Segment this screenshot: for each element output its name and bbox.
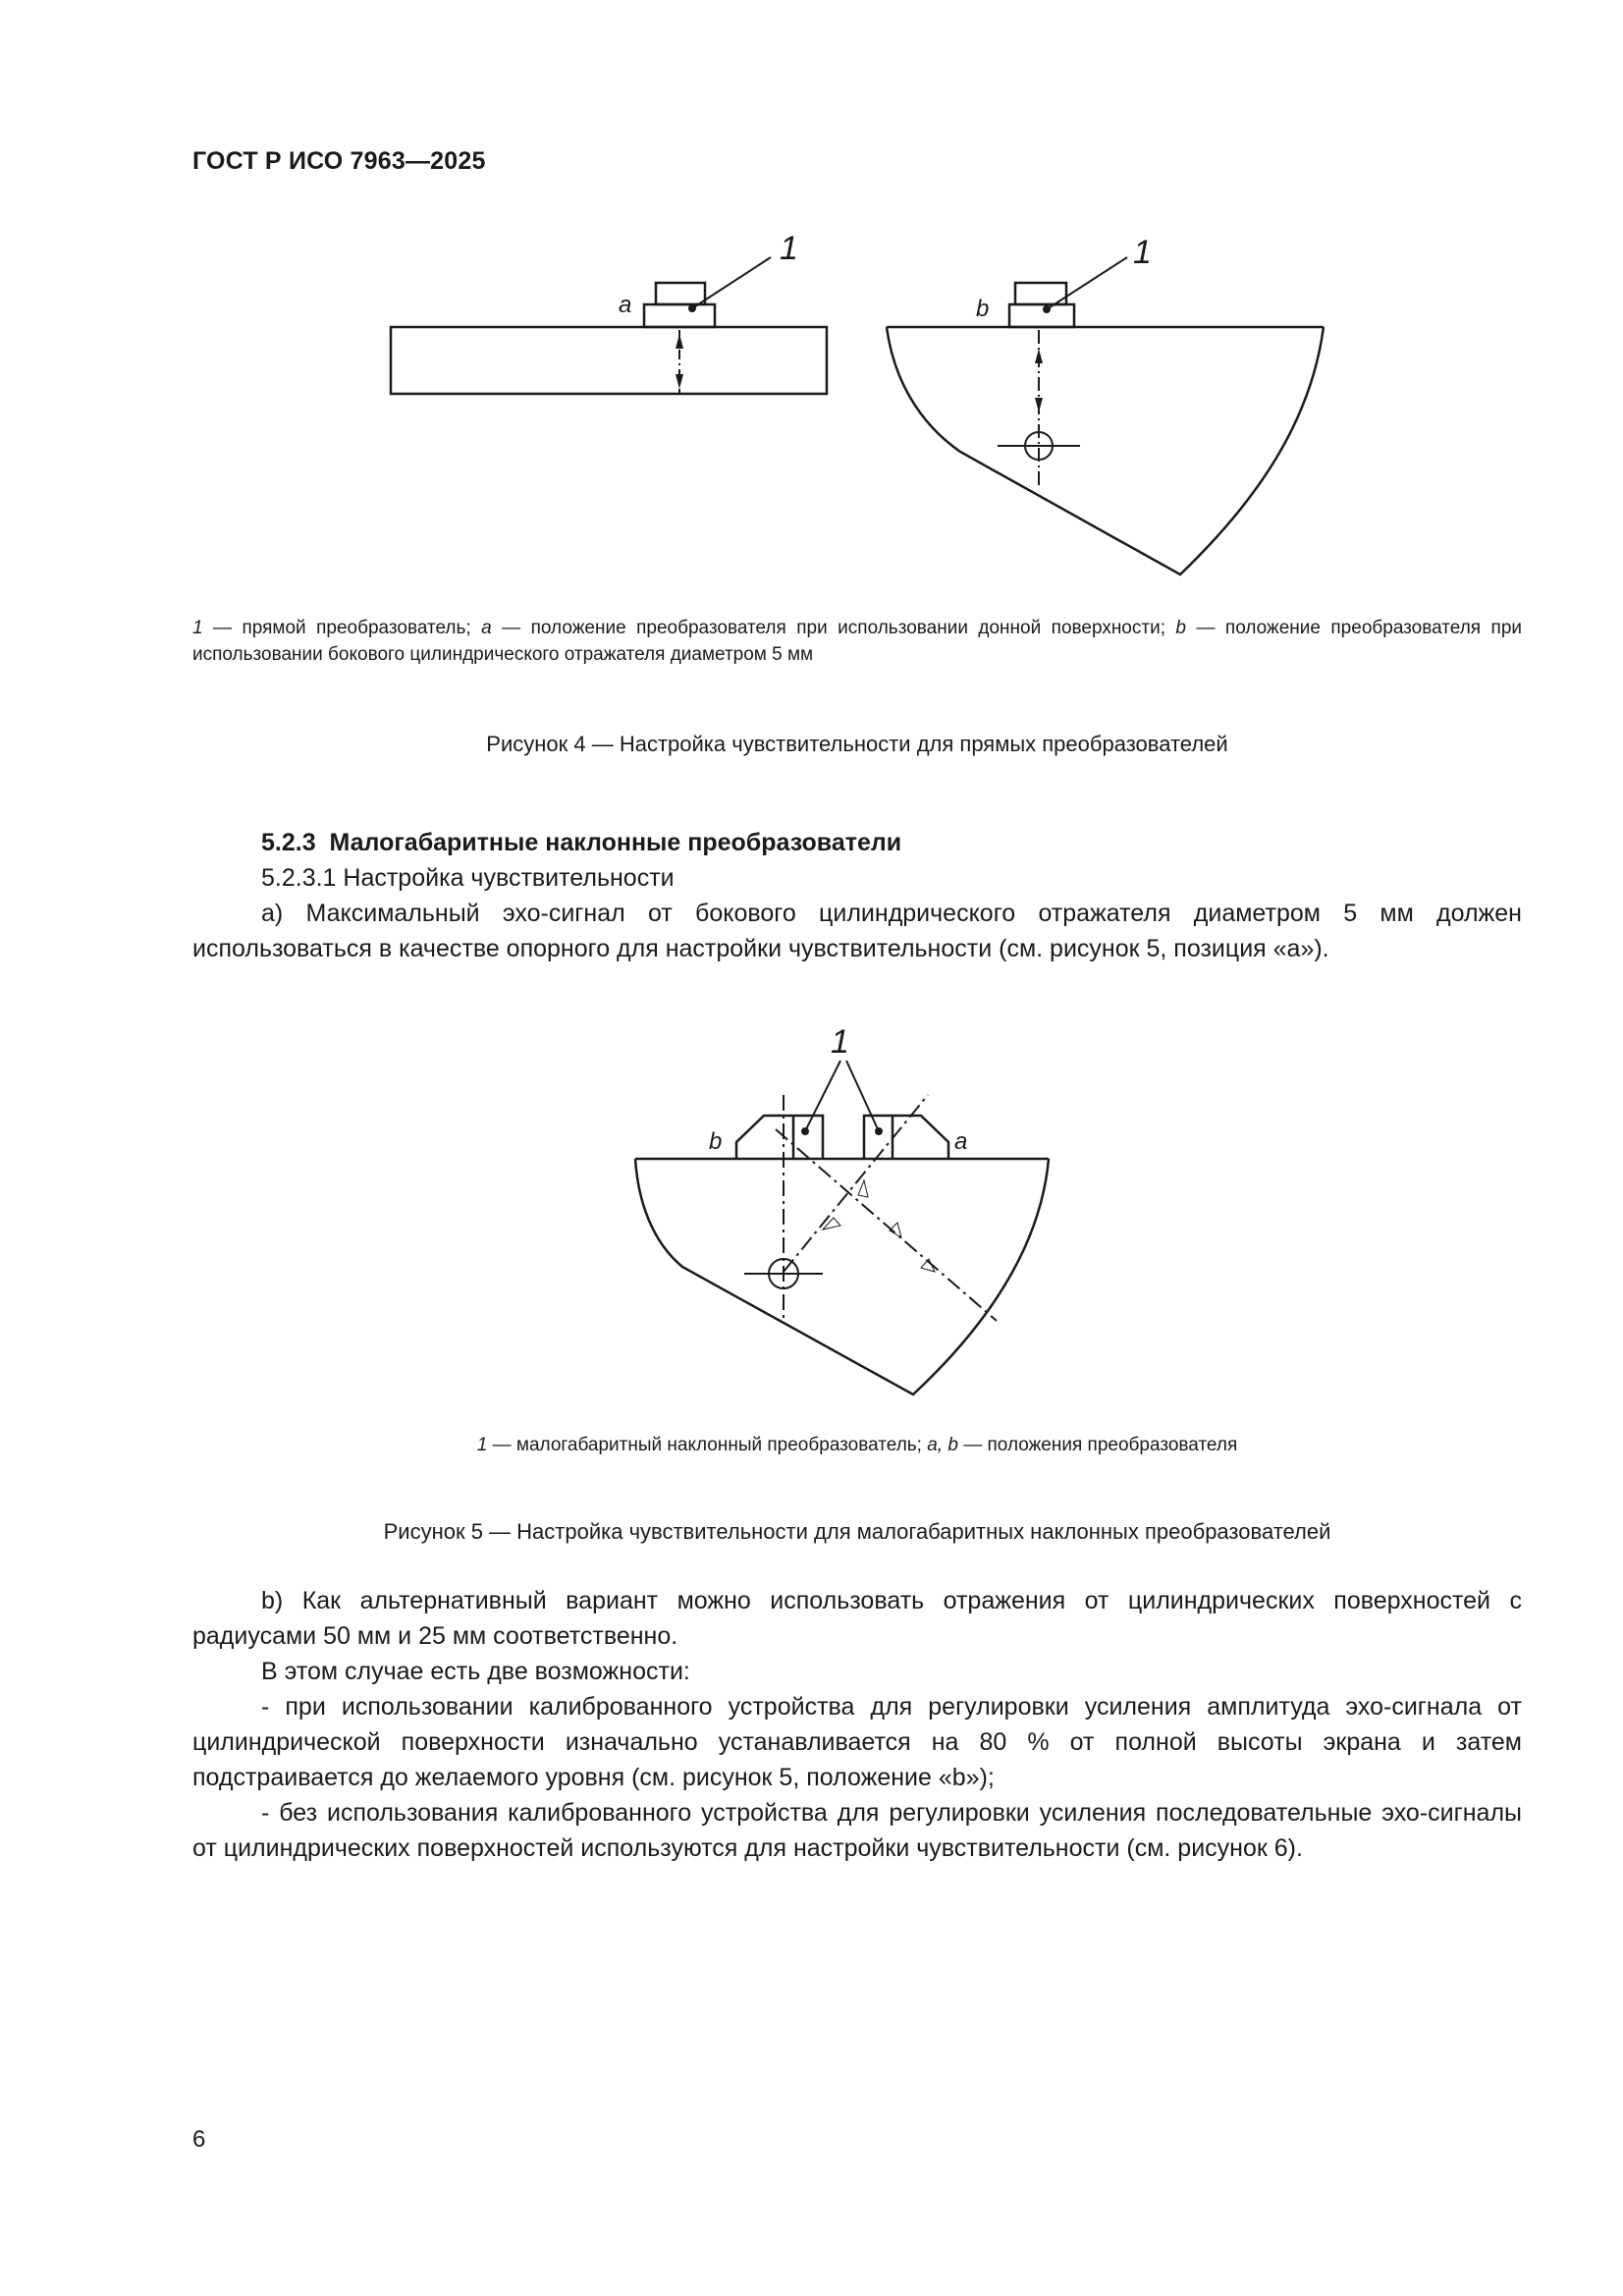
figure-4-legend [192, 615, 1522, 668]
paragraph-a: a) Максимальный эхо-сигнал от бокового цилиндрического отражателя диаметром 5 мм должен использоваться в качестве опорного для настройки чувствительности (см. рисунок 5, позиция «а»). [192, 900, 1522, 962]
figure-4-legend-a: a [481, 618, 492, 638]
figure-4-caption: Рисунок 4 — Настройка чувствительности для прямых преобразователей [486, 732, 1228, 756]
figure-4-right-echo-arrow [1035, 330, 1043, 489]
figure-5-label-a: a [954, 1128, 968, 1155]
figure-4-right-block [887, 283, 1324, 574]
figure-4-left-plate [391, 283, 827, 394]
section-5-2-3 [192, 825, 1522, 966]
figure-5-side-drilled-hole [744, 1259, 823, 1288]
figure-5-legend-part1: — малогабаритный наклонный преобразователь; [487, 1435, 928, 1455]
figure-4-label-1-right: 1 [1133, 234, 1152, 271]
paragraph-two-options: В этом случае есть две возможности: [261, 1658, 690, 1685]
section-heading-num: 5.2.3 [261, 829, 316, 856]
figure-5-legend-ab: a, b [927, 1435, 958, 1455]
figure-4-legend-part2: — положение преобразователя при использовании донной поверхности; [491, 618, 1176, 638]
section-heading [192, 825, 1522, 860]
figure-5-label-1: 1 [831, 1023, 849, 1061]
page-number: 6 [192, 2126, 206, 2153]
figure-5-label-b: b [709, 1128, 723, 1155]
figure-4-label-a: a [619, 292, 632, 318]
section-heading-text: Малогабаритные наклонные преобразователи [329, 829, 902, 856]
figure-5-leaders [805, 1061, 879, 1131]
figure-4-label-b: b [976, 296, 990, 322]
figure-4-legend-b: b [1175, 618, 1186, 638]
figure-4-drawing [0, 0, 1623, 668]
figure-5-caption: Рисунок 5 — Настройка чувствительности для малогабаритных наклонных преобразователей [383, 1519, 1331, 1544]
figure-5-drawing [0, 1002, 1623, 1434]
paragraph-b: b) Как альтернативный вариант можно использовать отражения от цилиндрических поверхностей с радиусами 50 мм и 25 мм соответственно. [192, 1587, 1522, 1650]
figure-4-label-1-left: 1 [780, 230, 798, 267]
section-subheading: 5.2.3.1 Настройка чувствительности [261, 864, 675, 892]
figure-5-legend-part2: — положения преобразователя [957, 1435, 1238, 1455]
figure-4-legend-part1: — прямой преобразователь; [202, 618, 482, 638]
document-header: ГОСТ Р ИСО 7963—2025 [192, 147, 486, 175]
list-item-1: - при использовании калиброванного устройства для регулировки усиления амплитуда эхо-сигнала от цилиндрической поверхности изначально устанавливается на 80 % от полной высоты экрана и затем подстраивается до желаемого уровня (см. рисунок 5, положение «b»); [192, 1693, 1522, 1791]
figure-4-left-echo-arrow [676, 330, 683, 393]
figure-5-legend [192, 1432, 1522, 1458]
list-item-2: - без использования калиброванного устройства для регулировки усиления последовательные эхо-сигналы от цилиндрических поверхностей используются для настройки чувствительности (см. рисунок 6). [192, 1799, 1522, 1862]
figure-5-block [635, 1159, 1049, 1394]
figure-5-arrows [823, 1180, 935, 1272]
figure-5-legend-num: 1 [476, 1435, 488, 1455]
figure-4-legend-num: 1 [192, 618, 203, 638]
text-after-figure-5 [192, 1583, 1522, 1866]
figure-4-legend-part3: — положение преобразователя при использовании бокового цилиндрического отражателя диаметром 5 мм [192, 618, 1522, 665]
